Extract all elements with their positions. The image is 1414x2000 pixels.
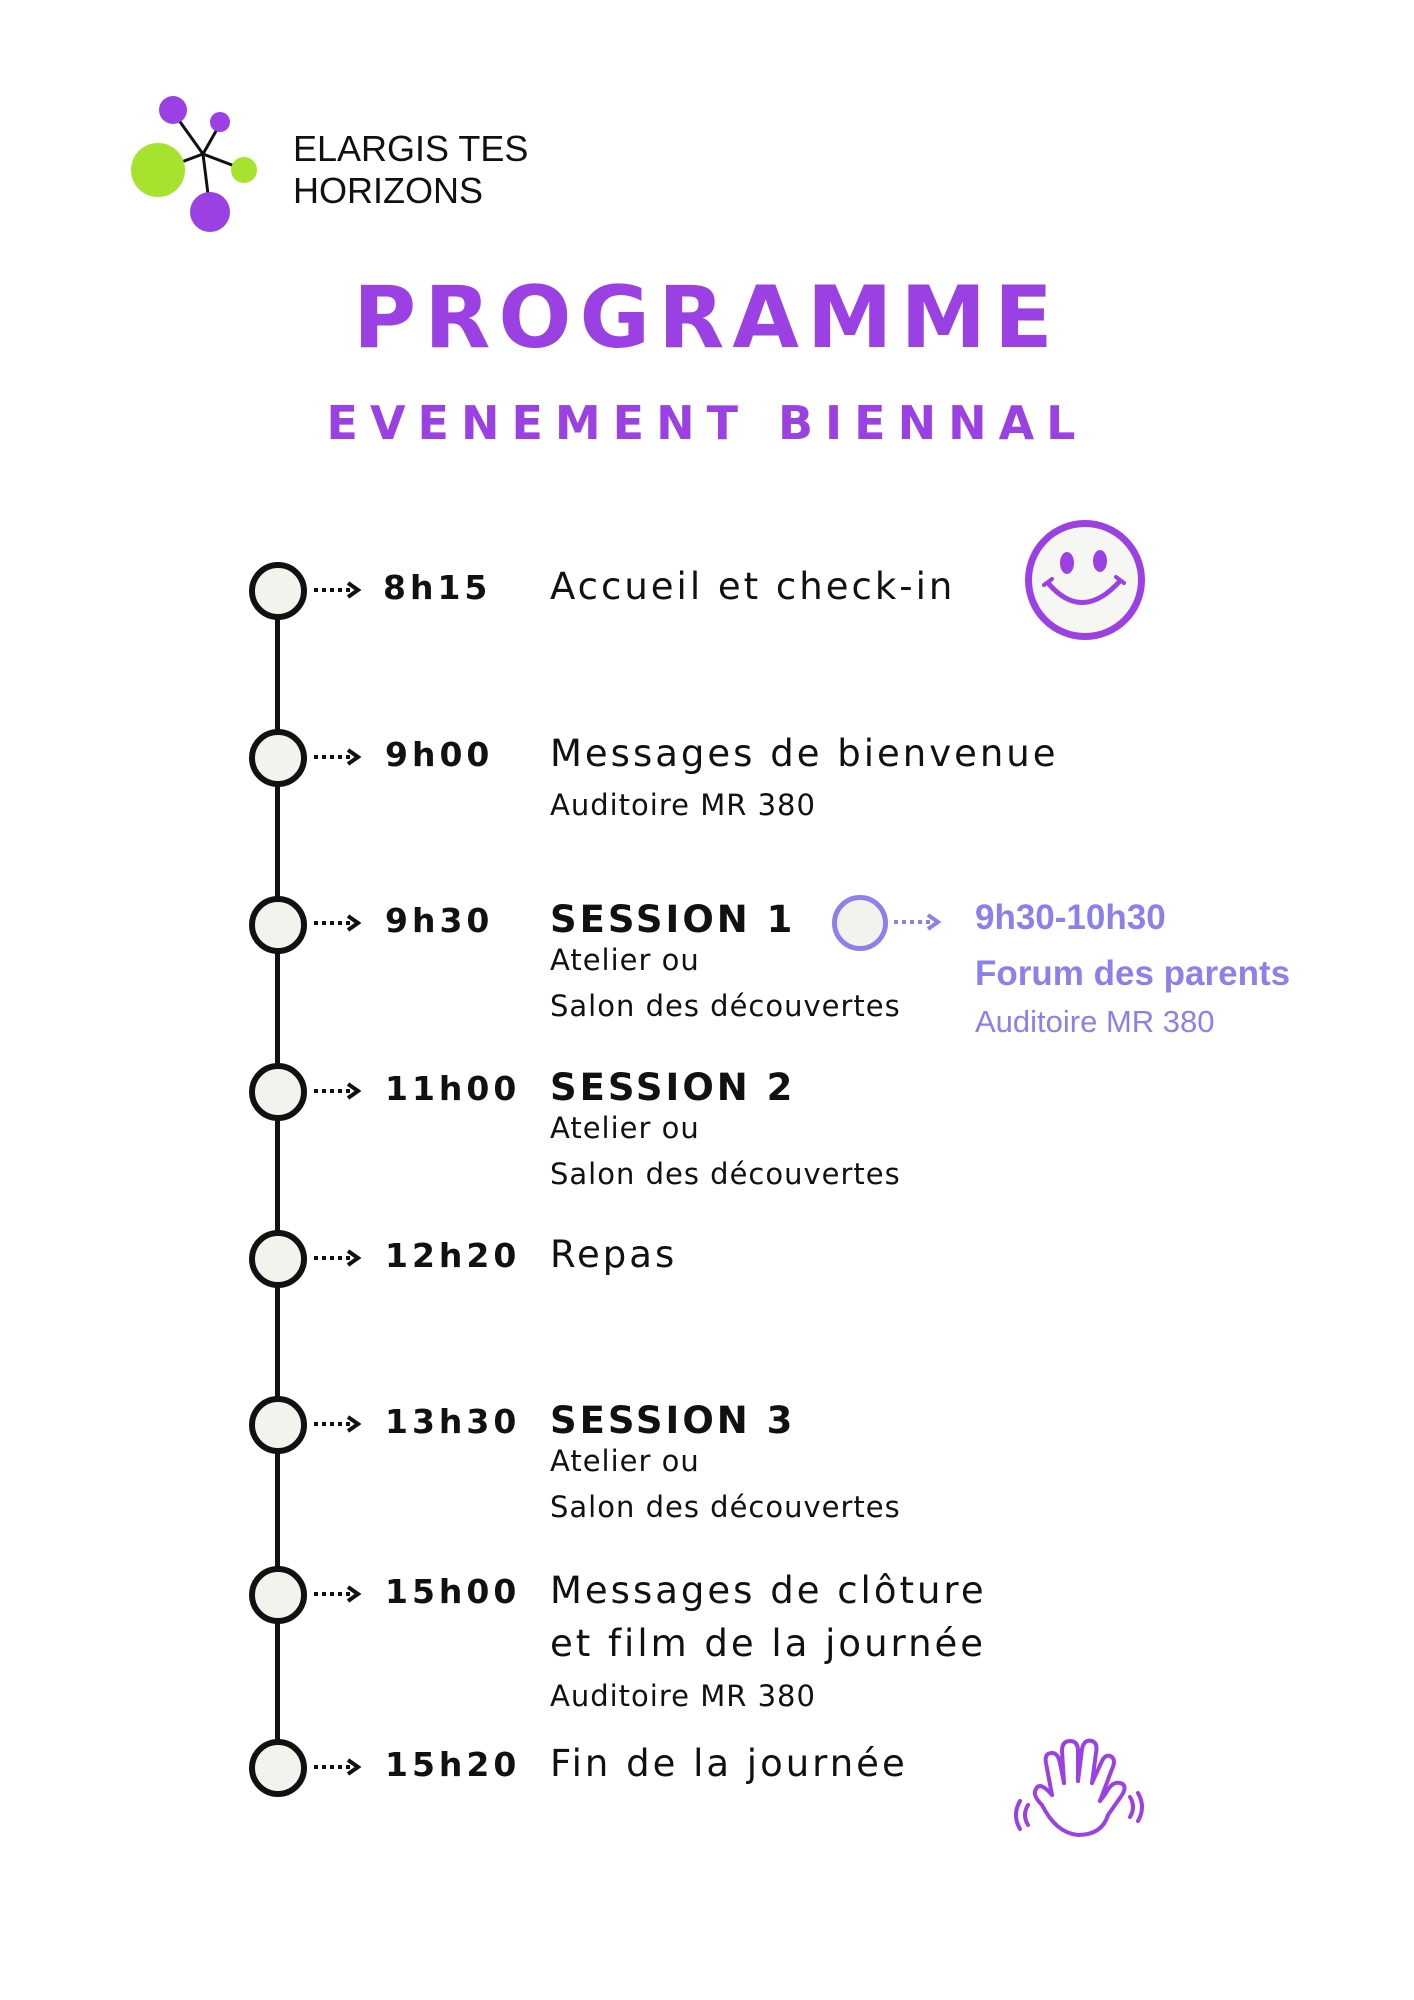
arrow-icon [312, 1757, 364, 1777]
event-title: SESSION 1 [550, 898, 796, 941]
timeline-node [249, 896, 307, 954]
event-detail-line: Atelier ou [550, 943, 700, 977]
timeline-node [249, 562, 307, 620]
event-title: Accueil et check-in [550, 565, 956, 608]
event-detail [550, 937, 901, 1029]
event-title: SESSION 2 [550, 1066, 796, 1109]
timeline-node [249, 1566, 307, 1624]
event-title: Repas [550, 1233, 678, 1276]
event-detail-line: Salon des découvertes [550, 1157, 901, 1191]
arrow-icon [312, 1248, 364, 1268]
event-time: 9h30 [385, 901, 494, 940]
event-detail [550, 1438, 901, 1530]
event-title: Messages de clôture [550, 1569, 987, 1612]
forum-title: Forum des parents [975, 954, 1291, 993]
molecule-logo-icon [130, 92, 270, 242]
event-time: 15h20 [385, 1745, 521, 1784]
arrow-icon [312, 747, 364, 767]
timeline-node [249, 1063, 307, 1121]
brand-name [293, 128, 528, 212]
event-time: 11h00 [385, 1069, 521, 1108]
event-detail-line: Atelier ou [550, 1444, 700, 1478]
forum-location: Auditoire MR 380 [975, 1004, 1215, 1039]
event-title: Fin de la journée [550, 1742, 908, 1785]
event-time: 8h15 [383, 568, 492, 607]
event-title: SESSION 3 [550, 1399, 796, 1442]
timeline-node [249, 1396, 307, 1454]
timeline-node [249, 1230, 307, 1288]
event-title: et film de la journée [550, 1622, 987, 1665]
event-time: 15h00 [385, 1572, 521, 1611]
event-detail-line: Salon des découvertes [550, 989, 901, 1023]
forum-time: 9h30-10h30 [975, 898, 1166, 937]
arrow-icon [312, 1584, 364, 1604]
timeline-node [249, 729, 307, 787]
event-time: 12h20 [385, 1236, 521, 1275]
event-title: Messages de bienvenue [550, 732, 1059, 775]
event-detail-line: Atelier ou [550, 1111, 700, 1145]
waving-hand-icon [1012, 1735, 1152, 1845]
forum-node [832, 895, 888, 951]
event-detail-line: Salon des découvertes [550, 1490, 901, 1524]
arrow-icon [312, 913, 364, 933]
arrow-icon [312, 580, 364, 600]
page-subtitle: EVENEMENT BIENNAL [326, 396, 1088, 450]
brand-line-1: ELARGIS TES [293, 128, 529, 169]
arrow-icon [312, 1081, 364, 1101]
event-location: Auditoire MR 380 [550, 788, 816, 822]
arrow-icon [892, 912, 944, 932]
arrow-icon [312, 1414, 364, 1434]
timeline-node [249, 1739, 307, 1797]
event-detail [550, 1105, 901, 1197]
brand-line-2: HORIZONS [293, 170, 484, 211]
smiley-icon [1020, 515, 1150, 645]
page-title: PROGRAMME [353, 268, 1061, 368]
event-time: 13h30 [385, 1402, 521, 1441]
event-location: Auditoire MR 380 [550, 1679, 816, 1713]
event-time: 9h00 [385, 735, 494, 774]
